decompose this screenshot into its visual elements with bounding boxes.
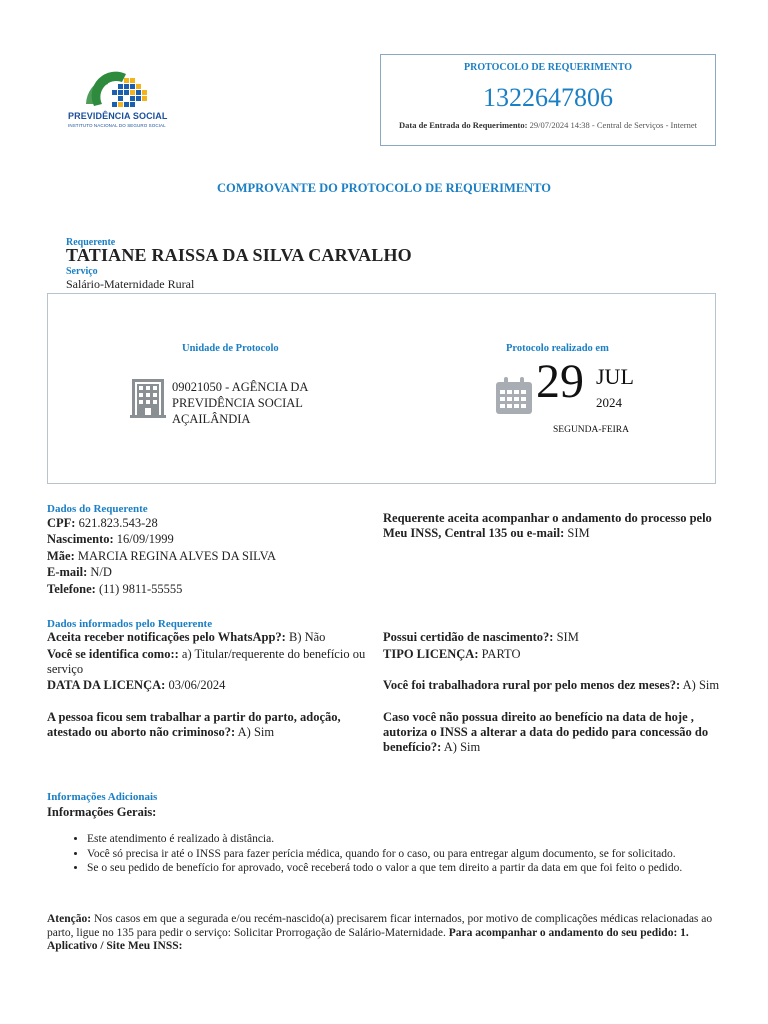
atencao-bold: Para acompanhar o andamento do seu pedido: 1. Aplicativo / Site Meu INSS: bbox=[47, 926, 689, 952]
protocol-weekday: SEGUNDA-FEIRA bbox=[553, 425, 629, 435]
email-label: E-mail: bbox=[47, 565, 88, 579]
aceita-value: SIM bbox=[567, 526, 590, 540]
protocol-month: JUL bbox=[596, 364, 634, 389]
aceita-label: Requerente aceita acompanhar o andamento do processo pelo Meu INSS, Central 135 ou e-mail: bbox=[383, 511, 712, 540]
protocol-entry-date bbox=[391, 119, 705, 131]
protocol-day: 29 bbox=[536, 355, 584, 408]
question-answer: A) Sim bbox=[443, 740, 481, 754]
servico-value: Salário-Maternidade Rural bbox=[66, 277, 195, 291]
list-item: • Você só precisa ir até o INSS para fazer perícia médica, quando for o caso, ou para entregar algum documento, se for solicitado. bbox=[87, 848, 768, 862]
question-label: Caso você não possua direito ao benefício na data de hoje , autoriza o INSS a alterar a data do pedido para concessão do benefício?: bbox=[383, 710, 709, 754]
mae-value: MARCIA REGINA ALVES DA SILVA bbox=[77, 549, 277, 563]
question-answer: PARTO bbox=[481, 647, 521, 661]
atencao-text: Nos casos em que a segurada e/ou recém-nascido(a) precisarem ficar internados, por motivo de complicações médicas relacionadas ao parto, ligue no 135 para pedir o serviço: Solicitar Prorrogação de Salário-Maternidade. bbox=[47, 913, 713, 939]
question-item bbox=[383, 630, 723, 645]
logo-name: PREVIDÊNCIA SOCIAL bbox=[68, 111, 168, 121]
servico-label: Serviço bbox=[66, 266, 98, 277]
entry-value: 29/07/2024 14:38 - Central de Serviços - Internet bbox=[529, 120, 697, 130]
question-label: Aceita receber notificações pelo WhatsApp?: bbox=[47, 630, 286, 644]
building-icon bbox=[130, 378, 166, 418]
email-value: N/D bbox=[90, 565, 112, 579]
nascimento-label: Nascimento: bbox=[47, 532, 114, 546]
telefone-value: (11) 9811-55555 bbox=[98, 582, 183, 596]
mae-row bbox=[47, 549, 276, 564]
protocol-title: PROTOCOLO DE REQUERIMENTO bbox=[464, 62, 632, 73]
nascimento-value: 16/09/1999 bbox=[116, 532, 174, 546]
aceita-acompanhar-row bbox=[383, 511, 723, 541]
question-answer: A) Sim bbox=[237, 725, 275, 739]
requerente-label: Requerente bbox=[66, 237, 116, 248]
question-item bbox=[47, 710, 382, 740]
list-item: • Este atendimento é realizado à distância. bbox=[87, 833, 768, 847]
list-item: • Se o seu pedido de benefício for aprovado, você receberá todo o valor a que tem direito a partir da data em que foi feito o pedido. bbox=[87, 862, 768, 876]
protocol-box bbox=[380, 54, 716, 146]
protocol-number: 1322647806 bbox=[483, 83, 613, 112]
unidade-box bbox=[47, 293, 716, 484]
info-list bbox=[47, 833, 768, 877]
cpf-label: CPF: bbox=[47, 516, 76, 530]
mae-label: Mãe: bbox=[47, 549, 75, 563]
atencao-label: Atenção: bbox=[47, 913, 92, 925]
unidade-label: Unidade de Protocolo bbox=[182, 343, 279, 354]
atencao-paragraph bbox=[47, 913, 727, 954]
question-label: DATA DA LICENÇA: bbox=[47, 678, 166, 692]
telefone-row bbox=[47, 582, 182, 597]
informacoes-adicionais-label: Informações Adicionais bbox=[47, 791, 158, 803]
question-item bbox=[383, 647, 723, 662]
requerente-name: TATIANE RAISSA DA SILVA CARVALHO bbox=[66, 245, 412, 265]
question-item bbox=[47, 630, 382, 645]
question-answer: SIM bbox=[556, 630, 579, 644]
page-title: COMPROVANTE DO PROTOCOLO DE REQUERIMENTO bbox=[216, 181, 552, 195]
question-answer: A) Sim bbox=[682, 678, 720, 692]
unidade-text: 09021050 - AGÊNCIA DA PREVIDÊNCIA SOCIAL AÇAILÂNDIA bbox=[172, 380, 308, 426]
logo-subtitle: INSTITUTO NACIONAL DO SEGURO SOCIAL bbox=[68, 123, 166, 128]
dados-informados-label: Dados informados pelo Requerente bbox=[47, 618, 213, 630]
realizado-label: Protocolo realizado em bbox=[506, 343, 609, 354]
nascimento-row bbox=[47, 532, 174, 547]
informacoes-gerais-label bbox=[47, 805, 156, 820]
cpf-value: 621.823.543-28 bbox=[78, 516, 158, 530]
entry-label: Data de Entrada do Requerimento: bbox=[399, 120, 528, 130]
dados-requerente-label: Dados do Requerente bbox=[47, 503, 148, 515]
question-answer: B) Não bbox=[288, 630, 326, 644]
telefone-label: Telefone: bbox=[47, 582, 96, 596]
protocol-year: 2024 bbox=[596, 395, 622, 410]
gerais-heading: Informações Gerais: bbox=[47, 805, 157, 819]
question-label: Você foi trabalhadora rural por pelo menos dez meses?: bbox=[383, 678, 681, 692]
question-answer: a) Titular/requerente do benefício ou serviço bbox=[47, 647, 366, 676]
question-item bbox=[47, 647, 382, 677]
question-answer: 03/06/2024 bbox=[168, 678, 226, 692]
cpf-row bbox=[47, 516, 158, 531]
question-item bbox=[383, 710, 723, 755]
question-label: TIPO LICENÇA: bbox=[383, 647, 479, 661]
calendar-icon bbox=[494, 376, 534, 416]
question-item bbox=[383, 678, 723, 693]
question-label: A pessoa ficou sem trabalhar a partir do parto, adoção, atestado ou aborto não criminoso?: bbox=[47, 710, 341, 739]
question-label: Possui certidão de nascimento?: bbox=[383, 630, 554, 644]
question-item bbox=[47, 678, 382, 693]
question-label: Você se identifica como:: bbox=[47, 647, 179, 661]
email-row bbox=[47, 565, 112, 580]
